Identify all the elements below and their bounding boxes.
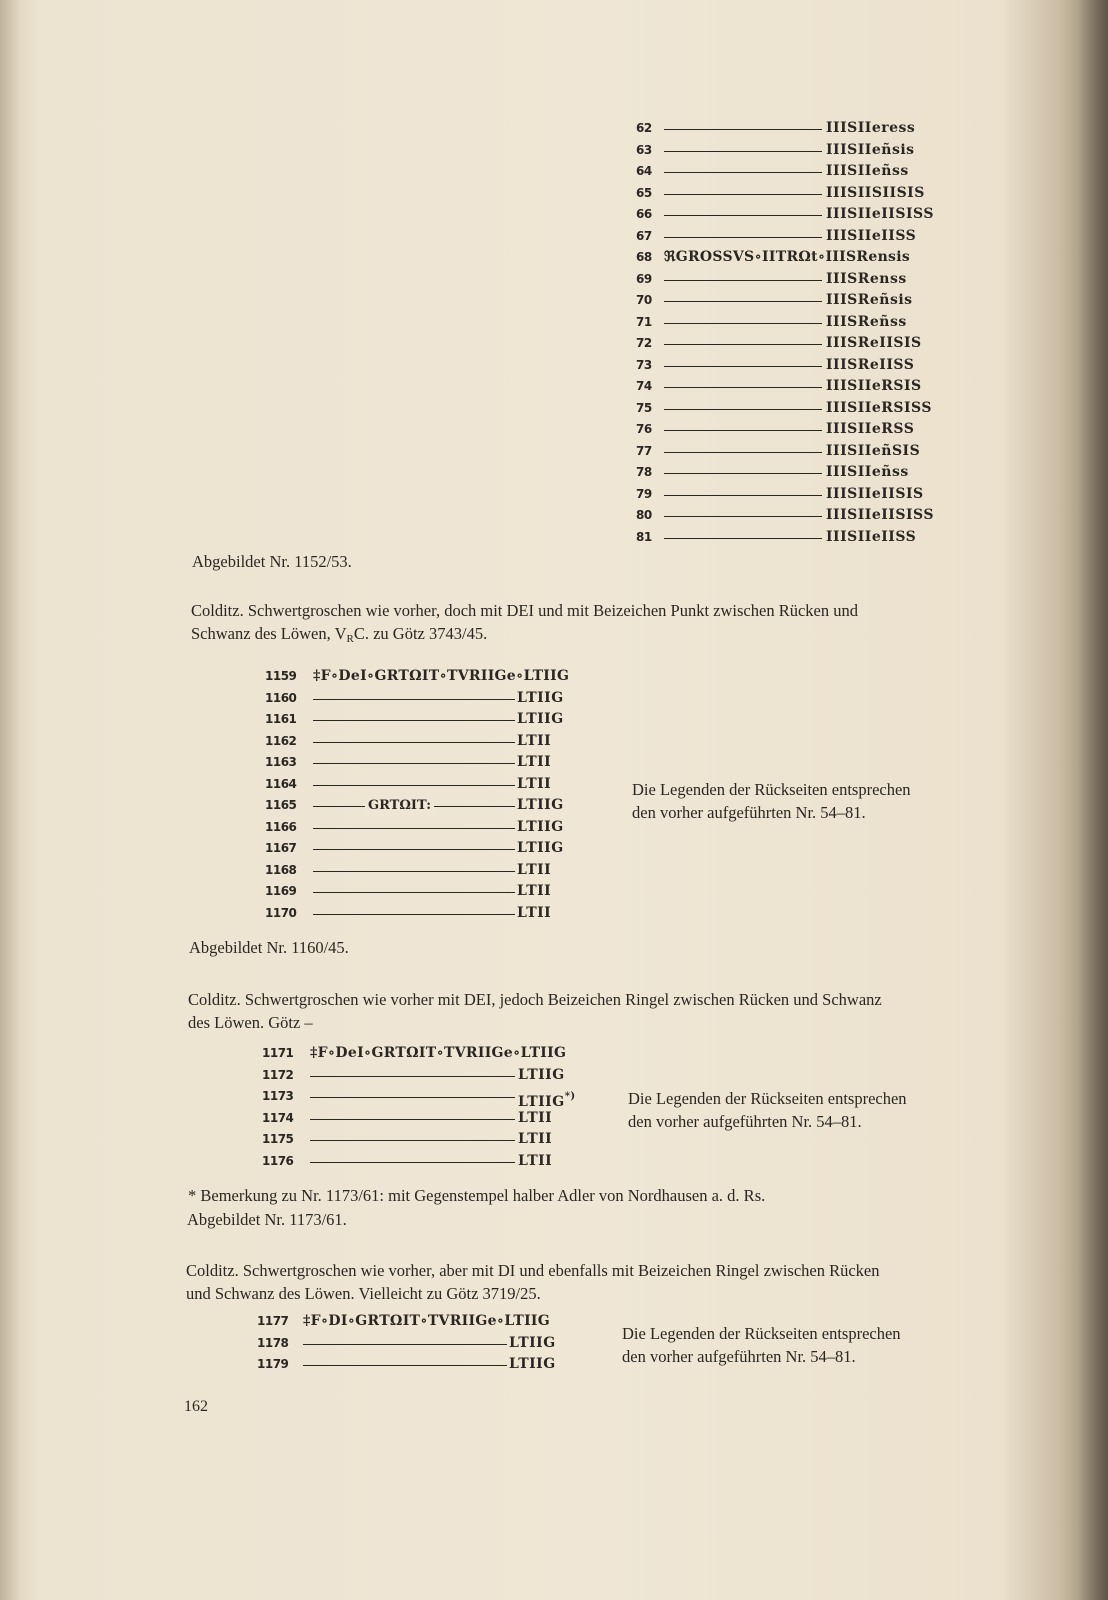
legend-row — [636, 204, 956, 226]
legend-number: 68 — [636, 250, 652, 264]
legend-number: 63 — [636, 142, 652, 157]
ditto-dash — [664, 151, 822, 152]
legend-row — [636, 312, 956, 334]
legend-number: 1161 — [265, 712, 297, 726]
legend-tail-value: IIISIIeñss — [826, 163, 909, 179]
ditto-dash — [664, 237, 822, 238]
legend-number: 1163 — [265, 755, 297, 769]
legend-row — [636, 527, 956, 549]
ditto-dash — [313, 785, 515, 786]
ditto-dash — [664, 323, 822, 324]
legend-tail-value: LTIIG — [518, 1094, 565, 1110]
legend-tail-text — [517, 731, 551, 753]
legend-number: 74 — [636, 379, 652, 393]
remark-1173: * Bemerkung zu Nr. 1173/61: mit Gegenstempel halber Adler von Nordhausen a. d. Rs. — [188, 1186, 766, 1205]
legend-tail-text — [826, 505, 934, 527]
legend-row — [636, 290, 956, 312]
ditto-dash — [664, 538, 822, 539]
legend-number: 79 — [636, 486, 652, 501]
legend-number: 1175 — [262, 1132, 294, 1146]
legend-tail-value: IIISIISIISIS — [826, 184, 925, 201]
legend-tail-text — [517, 752, 551, 774]
legend-row — [636, 247, 956, 269]
legend-table-1177-1179 — [257, 1311, 577, 1376]
ditto-dash — [664, 387, 822, 388]
legend-number: 66 — [636, 207, 652, 221]
legend-row — [265, 731, 585, 753]
reverse-legend-note: Die Legenden der Rückseiten entsprechen den vorher aufgeführten Nr. 54–81. — [628, 1089, 907, 1131]
legend-row — [262, 1065, 582, 1087]
ditto-dash — [313, 742, 515, 743]
legend-tail-value: LTIIG — [517, 840, 564, 856]
ditto-dash — [313, 720, 515, 721]
legend-row — [636, 118, 956, 140]
legend-tail-text — [518, 1108, 552, 1130]
legend-number: 1172 — [262, 1067, 294, 1082]
ditto-dash — [664, 495, 822, 496]
legend-tail-value: IIISReIISIS — [826, 335, 922, 351]
legend-row — [262, 1086, 582, 1108]
legend-row — [636, 161, 956, 183]
legend-tail-value: LTIIG — [517, 689, 564, 706]
legend-row — [257, 1333, 577, 1355]
ditto-dash — [313, 849, 515, 850]
legend-row — [265, 709, 585, 731]
legend-table-1171-1176 — [262, 1043, 582, 1172]
legend-tail-text — [826, 398, 932, 420]
legend-tail-text — [826, 226, 916, 248]
legend-tail-value: IIISIIeIISISS — [826, 507, 934, 523]
legend-tail-text — [826, 140, 915, 162]
legend-tail-value: LTII — [518, 1131, 553, 1147]
legend-number: 1162 — [265, 733, 297, 748]
legend-number: 1165 — [265, 798, 297, 812]
ditto-dash — [313, 892, 515, 893]
legend-tail-value: LTIIG — [509, 1334, 556, 1351]
legend-tail-text — [509, 1333, 556, 1355]
legend-row — [636, 269, 956, 291]
legend-tail-text — [826, 355, 914, 377]
legend-tail-text — [826, 290, 913, 312]
legend-tail-value: IIISIIeIISISS — [826, 206, 934, 222]
ditto-dash — [664, 409, 822, 410]
legend-number: 1164 — [265, 776, 297, 791]
legend-number: 73 — [636, 357, 652, 372]
legend-tail-text — [826, 269, 907, 291]
legend-tail-text — [517, 881, 551, 903]
legend-row — [257, 1311, 577, 1333]
heading-line: Colditz. Schwertgroschen wie vorher, doch mit DEI und mit Beizeichen Punkt zwischen Rücken und — [191, 601, 858, 620]
legend-tail-value: IIISIIeIISS — [826, 227, 917, 244]
legend-number: 76 — [636, 422, 652, 436]
legend-tail-text — [517, 838, 564, 860]
ditto-dash — [313, 828, 515, 829]
legend-tail-value: IIISIIeñss — [826, 464, 909, 480]
legend-tail-text — [826, 441, 920, 463]
legend-tail-value: IIISIIeIISIS — [826, 485, 924, 502]
legend-row — [265, 688, 585, 710]
heading-line: Schwanz des Löwen, $V_RC$. zu Götz 3743/45. — [191, 624, 488, 645]
ditto-dash — [664, 194, 822, 195]
legend-tail-value: LTIIG — [517, 818, 564, 835]
ditto-dash — [310, 1097, 515, 1098]
footnote-marker: *) — [564, 1091, 576, 1102]
legend-tail-text — [826, 161, 909, 183]
page-spine-shadow — [0, 0, 22, 1600]
legend-row — [636, 441, 956, 463]
legend-number: 67 — [636, 228, 652, 243]
legend-number: 81 — [636, 529, 652, 544]
legend-tail-value: IIISIIeRSS — [826, 421, 915, 437]
legend-row — [257, 1354, 577, 1376]
legend-number: 1178 — [257, 1335, 289, 1350]
legend-tail-text — [518, 1129, 552, 1151]
ditto-dash — [303, 1344, 507, 1345]
legend-tail-text — [518, 1065, 565, 1087]
legend-tail-value: LTII — [517, 732, 552, 749]
legend-number: 1171 — [262, 1046, 294, 1060]
legend-tail-text — [517, 795, 564, 817]
legend-number: 1179 — [257, 1357, 289, 1371]
ditto-dash — [664, 129, 822, 130]
ditto-dash — [310, 1076, 515, 1077]
legend-row — [636, 398, 956, 420]
caption-1173: Abgebildet Nr. 1173/61. — [187, 1210, 347, 1229]
legend-tail-value: LTII — [517, 904, 552, 921]
section-heading-dei-ringel: Colditz. Schwertgroschen wie vorher mit DEI, jedoch Beizeichen Ringel zwischen Rücken und Schwanz des Löwen. Götz – — [188, 990, 882, 1032]
legend-row — [636, 183, 956, 205]
legend-tail-text — [826, 462, 909, 484]
legend-tail-value: LTIIG — [518, 1066, 565, 1083]
legend-tail-text — [826, 419, 914, 441]
legend-tail-value: IIISIIeIISS — [826, 528, 917, 545]
ditto-dash — [664, 452, 822, 453]
legend-row — [265, 860, 585, 882]
legend-number: 64 — [636, 164, 652, 178]
legend-tail-value: LTII — [517, 883, 552, 899]
ditto-dash — [664, 215, 822, 216]
legend-row — [636, 226, 956, 248]
legend-row — [262, 1129, 582, 1151]
legend-row — [265, 774, 585, 796]
ditto-dash — [310, 1140, 515, 1141]
ditto-dash — [313, 914, 515, 915]
legend-tail-value: LTII — [517, 861, 552, 878]
ditto-dash — [664, 516, 822, 517]
ditto-dash — [310, 1162, 515, 1163]
reverse-legend-note: Die Legenden der Rückseiten entsprechen den vorher aufgeführten Nr. 54–81. — [622, 1324, 901, 1366]
legend-tail-text — [517, 817, 564, 839]
legend-tail-value: IIISIIeñsis — [826, 141, 915, 158]
ditto-dash — [664, 473, 822, 474]
legend-number: 1159 — [265, 669, 297, 683]
legend-number: 1166 — [265, 819, 297, 834]
legend-row — [265, 795, 585, 817]
legend-tail-text — [826, 204, 934, 226]
legend-row — [262, 1151, 582, 1173]
legend-row — [265, 666, 585, 688]
legend-tail-text — [826, 376, 922, 398]
legend-number: 1174 — [262, 1110, 294, 1125]
legend-tail-text — [517, 860, 551, 882]
page-number: 162 — [184, 1398, 208, 1415]
legend-row — [636, 419, 956, 441]
legend-number: 78 — [636, 465, 652, 479]
ditto-dash — [313, 699, 515, 700]
ditto-dash — [664, 280, 822, 281]
ditto-dash — [664, 366, 822, 367]
legend-number: 65 — [636, 185, 652, 200]
legend-tail-text — [518, 1151, 552, 1173]
legend-number: 1176 — [262, 1153, 294, 1168]
legend-tail-value: LTII — [518, 1109, 553, 1126]
ditto-dash — [664, 430, 822, 431]
legend-tail-value: IIISReñsis — [826, 292, 913, 308]
legend-tail-value: IIISReIISS — [826, 356, 915, 373]
legend-tail-text — [517, 903, 551, 925]
ditto-dash — [664, 172, 822, 173]
ditto-dash — [313, 871, 515, 872]
section-heading-dei-punkt — [191, 599, 1031, 651]
legend-tail-text — [517, 774, 551, 796]
legend-row — [265, 752, 585, 774]
legend-tail-text — [826, 527, 916, 549]
legend-tail-value: LTIIG — [517, 711, 564, 727]
ditto-dash — [664, 344, 822, 345]
legend-row — [265, 817, 585, 839]
legend-row — [636, 355, 956, 377]
legend-tail-value: IIISIIeRSIS — [826, 378, 922, 394]
legend-full-text: ‡F∘DeI∘GRTΩIT∘TVRIIGe∘LTIIG — [313, 668, 570, 684]
legend-number: 1167 — [265, 841, 297, 855]
legend-number: 70 — [636, 293, 652, 307]
legend-number: 75 — [636, 400, 652, 415]
section-heading-di-ringel: Colditz. Schwertgroschen wie vorher, aber mit DI und ebenfalls mit Beizeichen Ringel zwischen Rücken und Schwanz des Löwen. Vielleicht zu Götz 3719/25. — [186, 1261, 880, 1303]
legend-tail-value: IIISReñss — [826, 313, 907, 330]
legend-tail-text — [517, 688, 564, 710]
legend-tail-text — [826, 183, 925, 205]
legend-number: 1173 — [262, 1089, 294, 1103]
legend-tail-text — [826, 333, 922, 355]
legend-table-1159-1170 — [265, 666, 585, 924]
legend-tail-value: LTII — [517, 775, 552, 792]
legend-number: 80 — [636, 508, 652, 522]
legend-number: 77 — [636, 443, 652, 458]
legend-tail-value: IIISRenss — [826, 270, 907, 287]
legend-full-text: ℜGROSSVS∘IITRΩt∘IIISRensis — [664, 249, 911, 265]
legend-row — [636, 140, 956, 162]
legend-row — [265, 838, 585, 860]
legend-tail-text — [826, 312, 907, 334]
legend-tail-text — [826, 484, 924, 506]
legend-full-text: ‡F∘DeI∘GRTΩIT∘TVRIIGe∘LTIIG — [310, 1045, 567, 1061]
legend-tail-text — [509, 1354, 556, 1376]
legend-tail-value: IIISIIeñSIS — [826, 442, 921, 459]
legend-tail-value: IIISIIeRSISS — [826, 399, 932, 416]
legend-number: 69 — [636, 271, 652, 286]
legend-number: 1168 — [265, 862, 297, 877]
legend-number: 62 — [636, 121, 652, 135]
legend-number: 1169 — [265, 884, 297, 898]
legend-number: 71 — [636, 314, 652, 329]
legend-number: 1160 — [265, 690, 297, 705]
legend-row — [636, 376, 956, 398]
legend-tail-text — [826, 118, 915, 140]
legend-row — [262, 1108, 582, 1130]
page-edge-shadow — [1078, 0, 1108, 1600]
legend-number: 1170 — [265, 905, 297, 920]
legend-tail-value: LTII — [517, 754, 552, 770]
legend-row — [636, 333, 956, 355]
legend-table-62-81 — [636, 118, 956, 548]
reverse-legend-note: Die Legenden der Rückseiten entsprechen den vorher aufgeführten Nr. 54–81. — [632, 780, 911, 822]
legend-row — [265, 881, 585, 903]
legend-row — [636, 462, 956, 484]
legend-row — [265, 903, 585, 925]
legend-tail-value: LTIIG — [509, 1356, 556, 1372]
ditto-dash — [303, 1365, 507, 1366]
ditto-dash — [664, 301, 822, 302]
legend-row — [636, 505, 956, 527]
caption-1160: Abgebildet Nr. 1160/45. — [189, 938, 349, 957]
legend-number: 72 — [636, 336, 652, 350]
legend-tail-value: LTII — [518, 1152, 553, 1169]
ditto-dash — [313, 763, 515, 764]
legend-tail-text — [517, 709, 564, 731]
ditto-dash — [310, 1119, 515, 1120]
legend-row — [636, 484, 956, 506]
legend-mid-text: GRTΩIT: — [365, 795, 434, 817]
legend-tail-value: LTIIG — [517, 797, 564, 813]
legend-number: 1177 — [257, 1314, 289, 1328]
caption-1152: Abgebildet Nr. 1152/53. — [192, 552, 352, 571]
legend-row — [262, 1043, 582, 1065]
legend-tail-value: IIISIIeress — [826, 120, 916, 136]
legend-full-text: ‡F∘DI∘GRTΩIT∘TVRIIGe∘LTIIG — [303, 1313, 551, 1329]
